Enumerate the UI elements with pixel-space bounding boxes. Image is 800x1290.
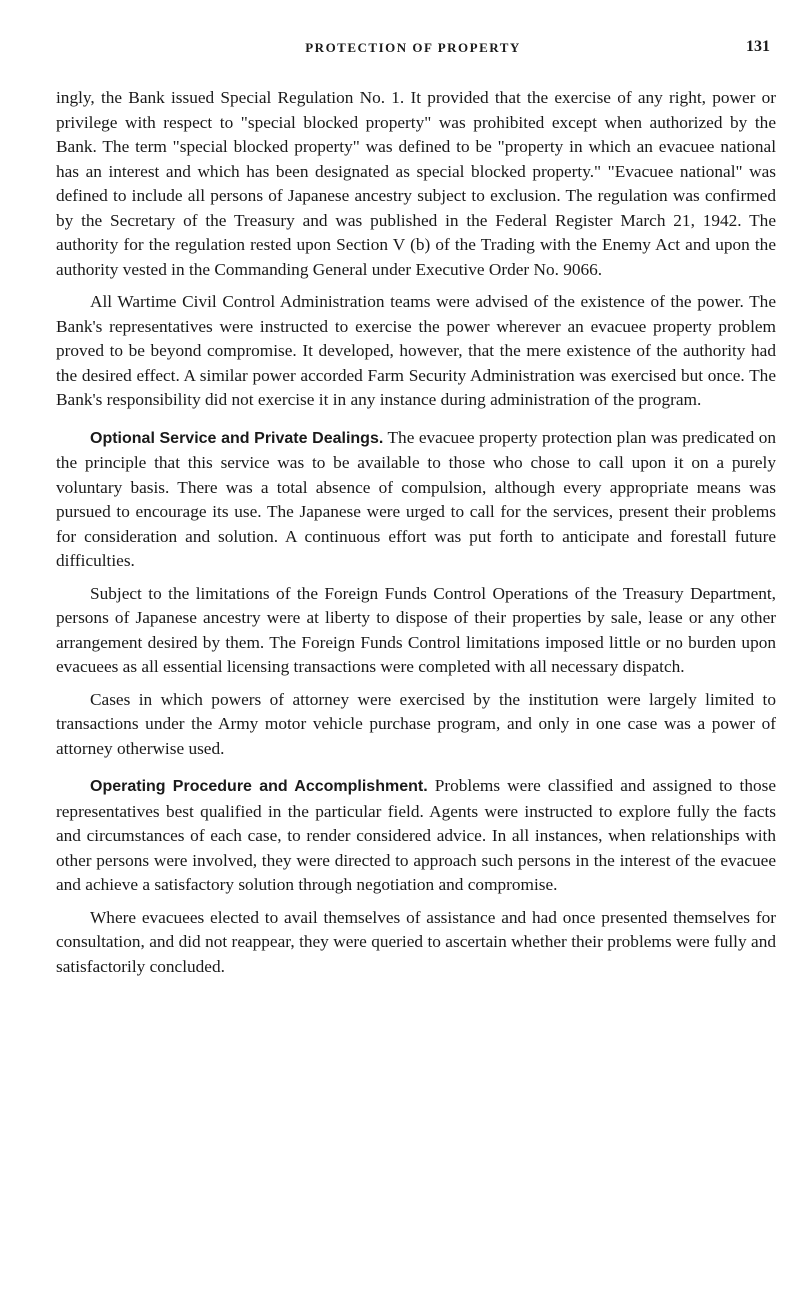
- paragraph-text: All Wartime Civil Control Administration teams were advised of the existence of the power. The Bank's representatives were instructed to exercise the power wherever an evacuee property problem proved to be beyond compromise. It developed, however, that the mere existence of the authority had the desired effect. A similar power accorded Farm Security Administration was exercised but once. The Bank's responsibility did not exercise it in any instance during administration of the program.: [56, 292, 776, 409]
- paragraph: [56, 86, 776, 282]
- paragraph: [56, 426, 776, 574]
- paragraph: [56, 774, 776, 898]
- paragraph-text: Where evacuees elected to avail themselves of assistance and had once presented themselves for consultation, and did not reappear, they were queried to ascertain whether their problems were fully and satisfactorily concluded.: [56, 907, 776, 976]
- section-heading: Operating Procedure and Accomplishment.: [90, 778, 428, 795]
- paragraph-text: Cases in which powers of attorney were exercised by the institution were largely limited to transactions under the Army motor vehicle purchase program, and only in one case was a power of attorney otherwise used.: [56, 689, 776, 758]
- paragraph-text: Problems were classified and assigned to those representatives best qualified in the particular field. Agents were instructed to explore fully the facts and circumstances of each case, to render considered advice. In all instances, when relationships with other persons were involved, they were directed to approach such persons in the interest of the evacuee and achieve a satisfactory solution through negotiation and compromise.: [56, 776, 777, 894]
- running-head: [56, 40, 770, 60]
- body-text: [56, 86, 776, 987]
- running-title: PROTECTION OF PROPERTY: [305, 40, 521, 55]
- paragraph-text: ingly, the Bank issued Special Regulation No. 1. It provided that the exercise of any right, power or privilege with respect to "special blocked property" was prohibited except when authorized by the Bank. The term "special blocked property" was defined to be "property in which an evacuee national has an interest and which has been designated as special blocked property." "Evacuee national" was defined to include all persons of Japanese ancestry subject to exclusion. The regulation was confirmed by the Secretary of the Treasury and was published in the Federal Register March 21, 1942. The authority for the regulation rested upon Section V (b) of the Trading with the Enemy Act and upon the authority vested in the Commanding General under Executive Order No. 9066.: [56, 88, 776, 279]
- section-heading: Optional Service and Private Dealings.: [90, 429, 384, 447]
- paragraph-text: Subject to the limitations of the Foreign Funds Control Operations of the Treasury Department, persons of Japanese ancestry were at liberty to dispose of their properties by sale, lease or any other arrangement desired by them. The Foreign Funds Control limitations imposed little or no burden upon evacuees as all essential licensing transactions were completed with all necessary dispatch.: [56, 583, 776, 676]
- paragraph: [56, 290, 776, 413]
- paragraph-text: The evacuee property protection plan was predicated on the principle that this service was to be available to those who chose to call upon it on a purely voluntary basis. There was a total absence of compulsion, although every appropriate means was pursued to encourage its use. The Japanese were urged to call for the services, present their problems for consideration and solution. A continuous effort was put forth to anticipate and forestall future difficulties.: [56, 427, 777, 570]
- page-number: 131: [746, 38, 770, 55]
- paragraph: [56, 582, 776, 680]
- paragraph: [56, 688, 776, 762]
- paragraph: [56, 906, 776, 980]
